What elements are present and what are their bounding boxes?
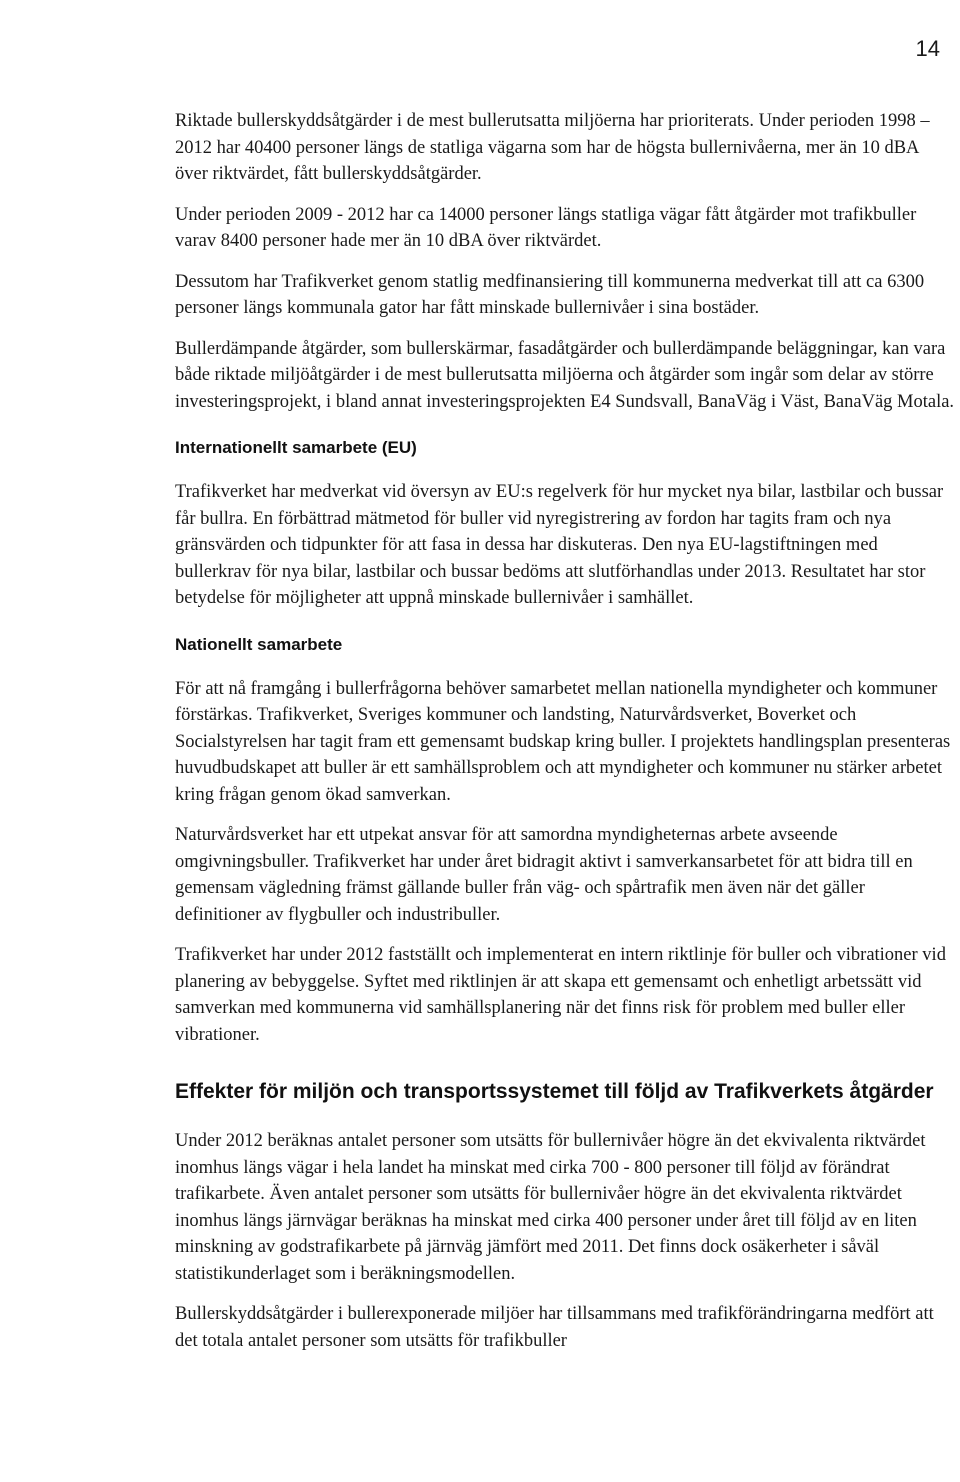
heading-international-cooperation: Internationellt samarbete (EU) bbox=[175, 438, 417, 457]
paragraph-noise-protection-summary: Bullerskyddsåtgärder i bullerexponerade miljöer har tillsammans med trafikförändringarna medfört att det totala antalet personer som utsätts för trafikbuller bbox=[175, 1304, 934, 1351]
paragraph-period-2009-2012: Under perioden 2009 - 2012 har ca 14000 personer längs statliga vägar fått åtgärder mot trafikbuller varav 8400 personer hade mer än 10 dBA över riktvärdet. bbox=[175, 204, 917, 251]
paragraph-internal-guideline: Trafikverket har under 2012 fastställt och implementerat en intern riktlinje för buller och vibrationer vid planering av bebyggelse. Syftet med riktlinjen är att skapa ett gemensamt och enhetligt arbetssätt vid samverkan med kommunerna vid samhällsplanering när det finns risk för problem med buller eller vibrationer. bbox=[175, 945, 946, 1045]
paragraph-eu-regulation: Trafikverket har medverkat vid översyn av EU:s regelverk för hur mycket nya bilar, lastbilar och bussar får bullra. En förbättrad mätmetod för buller vid nyregistrering av fordon har tagits fram och nya gränsvärden och tidpunkter för att fasa in dessa har diskuteras. Den nya EU-lagstiftningen med bullerkrav för nya bilar, lastbilar och bussar bedöms att slutförhandlas under 2013. Resultatet har stor betydelse för möjligheter att uppnå minskade bullernivåer i samhället. bbox=[175, 482, 944, 608]
paragraph-naturvardsverket: Naturvårdsverket har ett utpekat ansvar för att samordna myndigheternas arbete avseende omgivningsbuller. Trafikverket har under året bidragit aktivt i samverkansarbetet för att bidra till en gemensam vägledning främst gällande buller från väg- och spårtrafik men även när det gäller definitioner av flygbuller och industribuller. bbox=[175, 825, 913, 925]
paragraph-noise-reducing-measures: Bullerdämpande åtgärder, som bullerskärmar, fasadåtgärder och bullerdämpande beläggningar, kan vara både riktade miljöåtgärder i de mest bullerutsatta miljöerna och åtgärder som ingår som delar av större investeringsprojekt, i bland annat investeringsprojekten E4 Sundsvall, BanaVäg i Väst, BanaVäg Motala. bbox=[175, 338, 955, 412]
heading-effects: Effekter för miljön och transportssystemet till följd av Trafikverkets åtgärder bbox=[175, 1080, 934, 1103]
paragraph-effects-2012: Under 2012 beräknas antalet personer som utsätts för bullernivåer högre än det ekvivalenta riktvärdet inomhus längs vägar i hela landet ha minskat med cirka 700 - 800 personer till följd av förändrat trafikarbete. Även antalet personer som utsätts för bullernivåer högre än det ekvivalenta riktvärdet inomhus längs järnvägar beräknas ha minskat med cirka 400 personer under året till följd av en liten minskning av godstrafikarbete på järnväg jämfört med 2011. Det finns dock osäkerheter i såväl statistikunderlaget som i beräkningsmodellen. bbox=[175, 1131, 926, 1284]
page-body bbox=[175, 108, 955, 1368]
paragraph-national-cooperation: För att nå framgång i bullerfrågorna behöver samarbetet mellan nationella myndigheter och kommuner förstärkas. Trafikverket, Sveriges kommuner och landsting, Naturvårdsverket, Boverket och Socialstyrelsen har tagit fram ett gemensamt budskap kring buller. I projektets handlingsplan presenteras huvudbudskapet att buller är ett samhällsproblem och att myndigheter och kommuner nu stärker arbetet kring frågan genom ökad samverkan. bbox=[175, 678, 951, 805]
paragraph-cofinancing: Dessutom har Trafikverket genom statlig medfinansiering till kommunerna medverkat till att ca 6300 personer längs kommunala gator har fått minskade bullernivåer i sina bostäder. bbox=[175, 271, 925, 318]
page-number: 14 bbox=[915, 36, 940, 61]
paragraph-prioritized-measures: Riktade bullerskyddsåtgärder i de mest bullerutsatta miljöerna har prioriterats. Under perioden 1998 – 2012 har 40400 personer längs de statliga vägarna som har de högsta bullernivåerna, mer än 10 dBA över riktvärdet, fått bullerskyddsåtgärder. bbox=[175, 111, 930, 184]
heading-national-cooperation: Nationellt samarbete bbox=[175, 634, 343, 654]
